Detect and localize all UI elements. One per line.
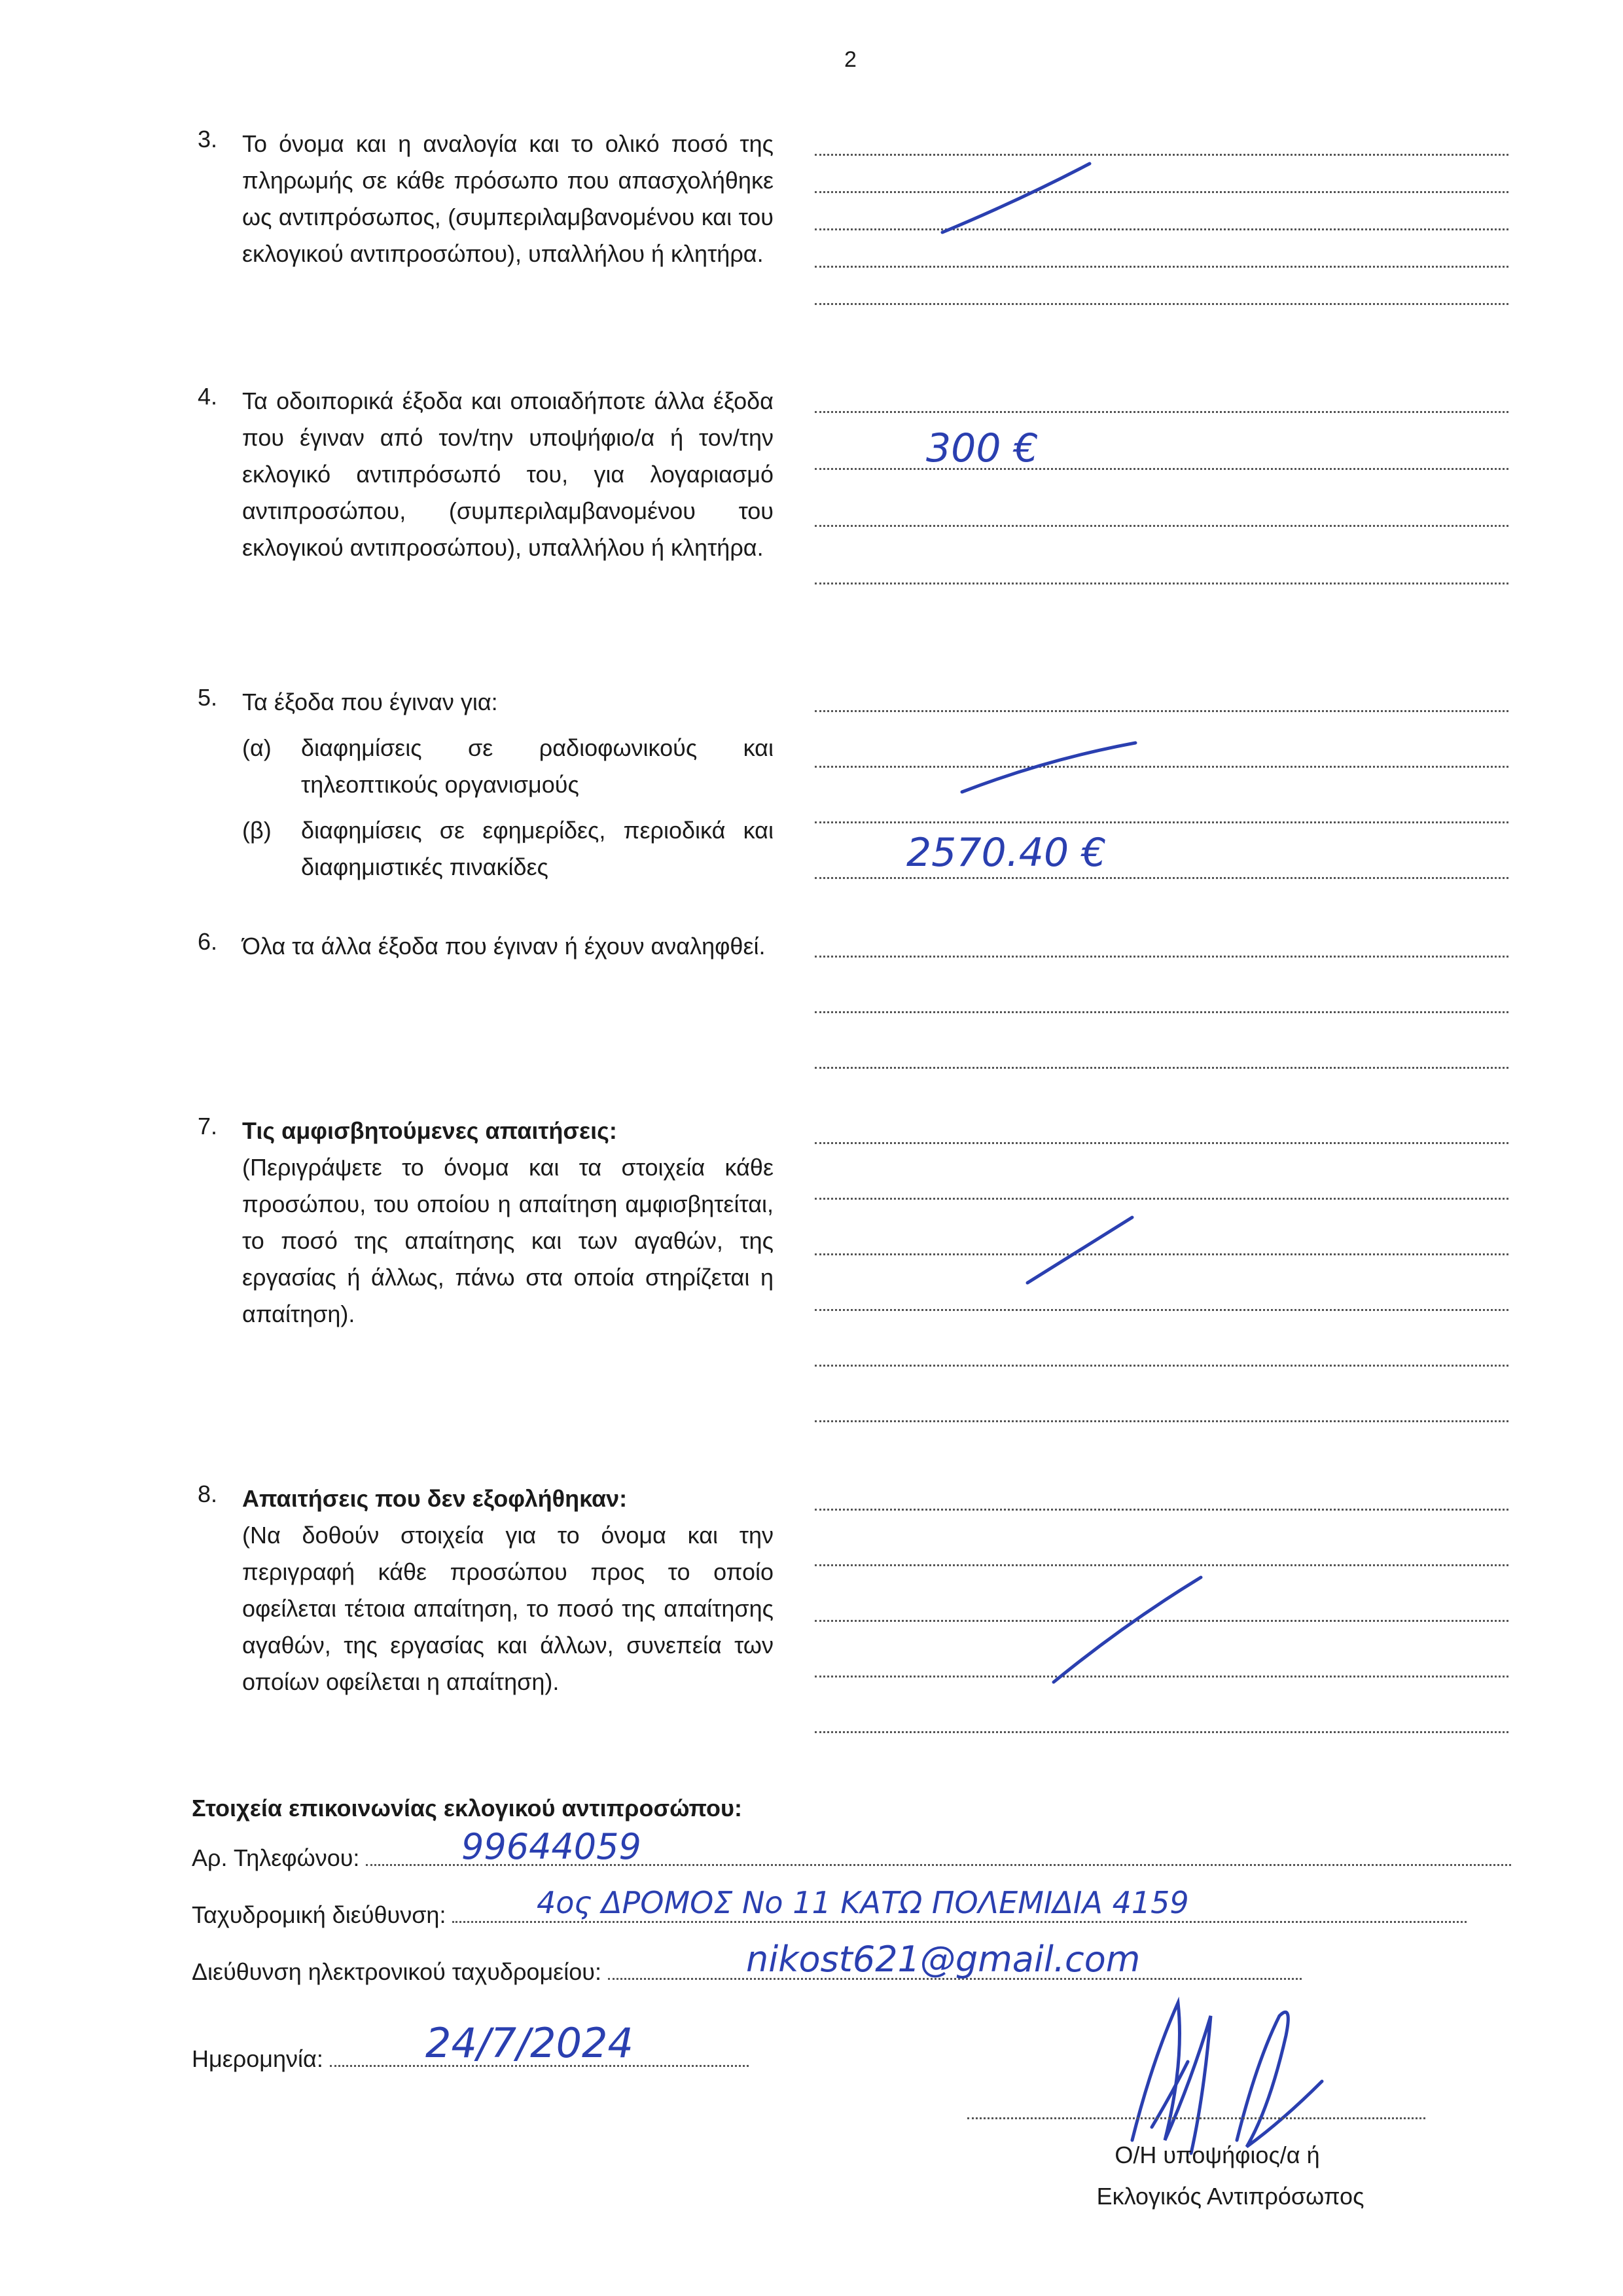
item-text: Όλα τα άλλα έξοδα που έγιναν ή έχουν αναληφθεί. [242, 933, 766, 960]
phone-field [192, 1844, 1511, 1872]
dash-mark [942, 164, 1090, 232]
item-number: 3. [198, 126, 218, 152]
handwritten-amount-travel: 300 € [926, 425, 1039, 471]
contact-section-title: Στοιχεία επικοινωνίας εκλογικού αντιπροσώπου: [192, 1795, 742, 1821]
phone-label: Αρ. Τηλεφώνου: [192, 1844, 360, 1871]
date-label: Ημερομηνία: [192, 2045, 323, 2072]
subitem-label: (β) [242, 817, 272, 844]
item-text: Τα έξοδα που έγιναν για: [242, 689, 498, 715]
email-value: nikost621@gmail.com [746, 1939, 1141, 1980]
signature-role-line1: Ο/Η υποψήφιος/α ή [1115, 2142, 1320, 2168]
item-heading: Τις αμφισβητούμενες απαιτήσεις: [242, 1117, 617, 1144]
item-text: Τα οδοιπορικά έξοδα και οποιαδήποτε άλλα έξοδα που έγιναν από τον/την υποψήφιο/α ή τον/την εκλογικό αντιπρόσωπό του, για λογαριασμό αντιπροσώπου, (συμπεριλαμβανομένου του εκλογικού αντιπροσώπου), υπαλλήλου ή κλητήρα. [242, 387, 774, 561]
item-text: (Περιγράψετε το όνομα και τα στοιχεία κάθε προσώπου, του οποίου η απαίτηση αμφισβητείται, το ποσό της απαίτησης και των αγαθών, της εργασίας ή άλλως, πάνω στα οποία στηρίζεται η απαίτηση). [242, 1154, 774, 1327]
signature-drawing [1132, 2003, 1322, 2153]
address-value: 4ος ΔΡΟΜΟΣ Νο 11 ΚΑΤΩ ΠΟΛΕΜΙΔΙΑ 4159 [537, 1885, 1189, 1920]
address-label: Ταχυδρομική διεύθυνση: [192, 1901, 446, 1928]
item-text: Το όνομα και η αναλογία και το ολικό ποσό της πληρωμής σε κάθε πρόσωπο που απασχολήθηκε ως αντιπρόσωπος, (συμπεριλαμβανομένου και του εκλογικού αντιπροσώπου), υπαλλήλου ή κλητήρα. [242, 130, 774, 267]
subitem-text: διαφημίσεις σε ραδιοφωνικούς και τηλεοπτικούς οργανισμούς [301, 734, 774, 798]
item-number: 5. [198, 684, 218, 711]
handwritten-amount-ads: 2570.40 € [906, 830, 1107, 876]
item-text: (Να δοθούν στοιχεία για το όνομα και την περιγραφή κάθε προσώπου προς το οποίο οφείλεται τέτοια απαίτηση, το ποσό της απαίτησης αγαθών, της εργασίας και άλλων, συνεπεία των οποίων οφείλεται η απαίτηση). [242, 1522, 774, 1695]
signature-line [967, 2117, 1425, 2119]
item-heading: Απαιτήσεις που δεν εξοφλήθηκαν: [242, 1485, 628, 1512]
page-number: 2 [844, 47, 857, 72]
item-number: 8. [198, 1480, 218, 1507]
item-number: 7. [198, 1113, 218, 1139]
subitem-text: διαφημίσεις σε εφημερίδες, περιοδικά και διαφημιστικές πινακίδες [301, 817, 774, 880]
phone-value: 99644059 [461, 1826, 641, 1867]
date-value: 24/7/2024 [425, 2019, 633, 2067]
dash-mark [1027, 1217, 1132, 1283]
signature-role-line2: Εκλογικός Αντιπρόσωπος [1096, 2183, 1364, 2210]
subitem-label: (α) [242, 734, 272, 761]
email-label: Διεύθυνση ηλεκτρονικού ταχυδρομείου: [192, 1958, 601, 1985]
item-number: 6. [198, 928, 218, 955]
item-number: 4. [198, 383, 218, 410]
dash-mark [1054, 1577, 1201, 1682]
dash-mark [962, 743, 1135, 792]
